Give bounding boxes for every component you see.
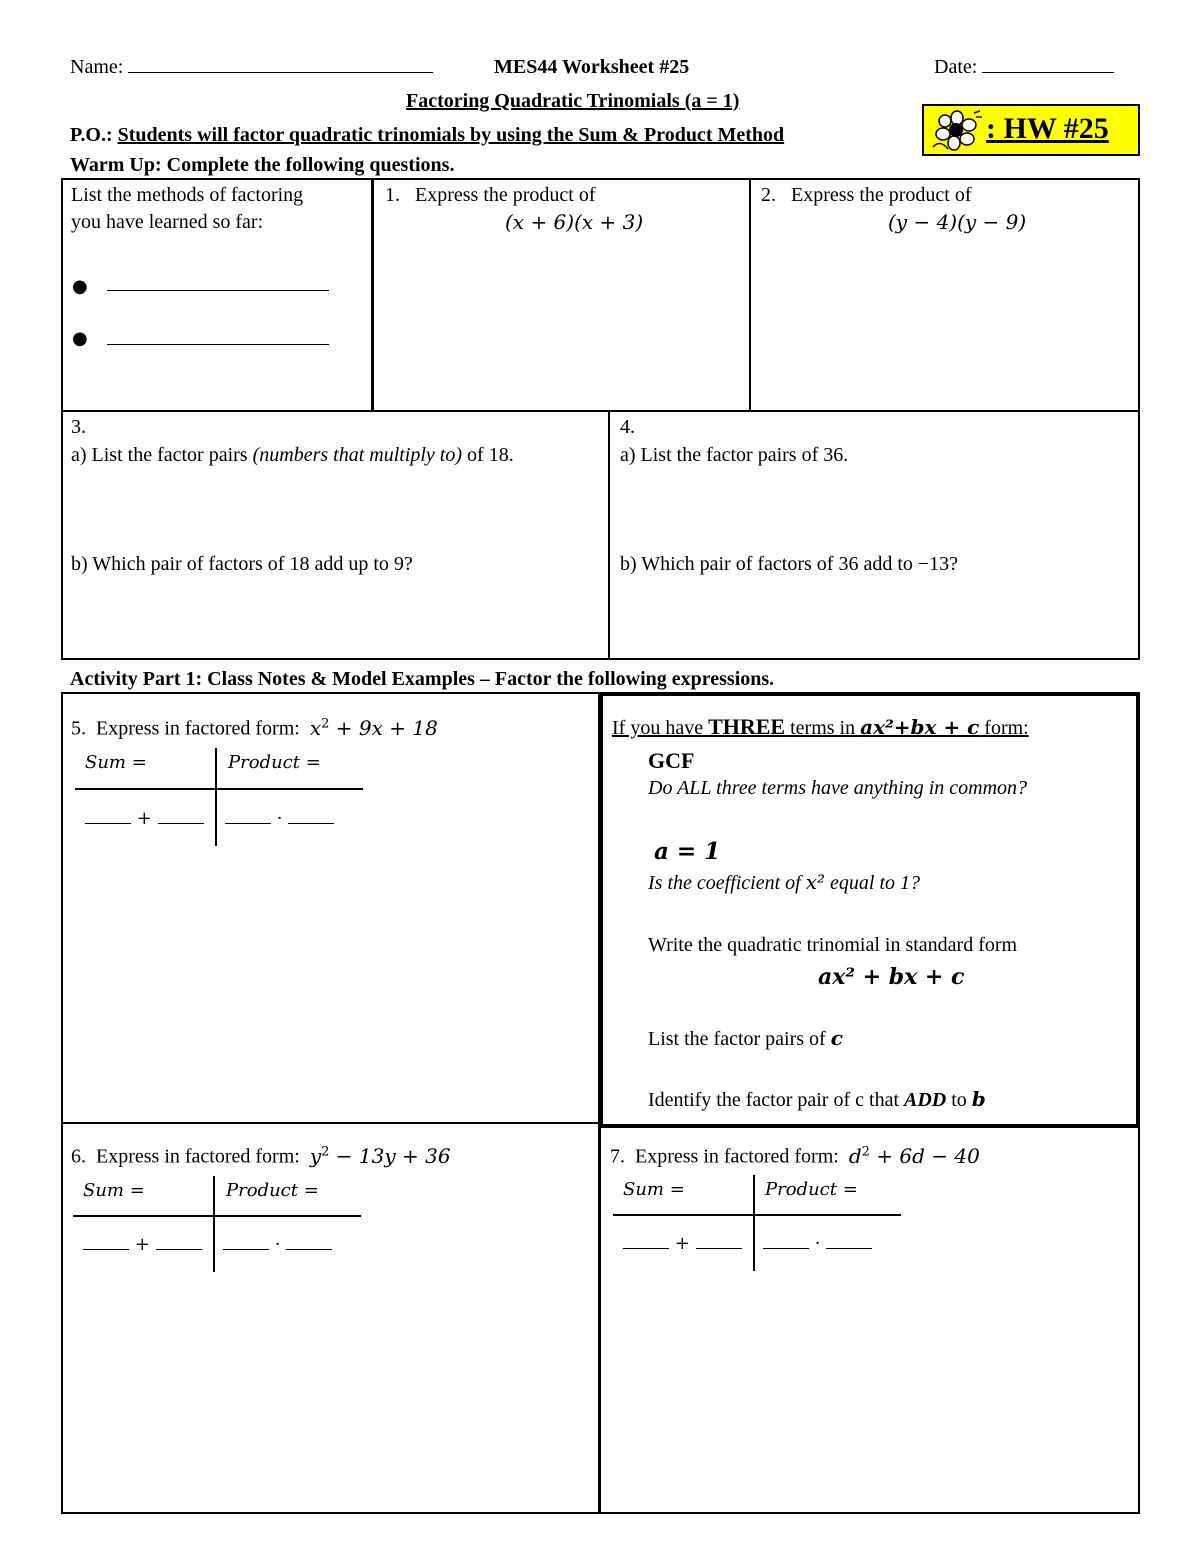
methods-prompt: List the methods of factoring [71,184,304,206]
gcf-question: Do ALL three terms have anything in common? [648,777,1028,799]
divider [608,410,610,660]
sum-label: Sum = [83,1180,145,1201]
date-label: Date: [934,56,1114,79]
warmup-heading: Warm Up: Complete the following questions. [70,154,455,176]
sum-product-table-6 [73,1176,363,1272]
question-2: 2. Express the product of [761,184,972,206]
question-3a: a) List the factor pairs (numbers that multiply to) of 18. [71,444,514,466]
name-label: Name: [70,56,433,79]
question-4-label: 4. [620,416,635,438]
bullet-icon: ● [72,328,88,349]
divider [371,178,374,412]
page-subtitle: Factoring Quadratic Trinomials (a = 1) [406,90,740,112]
q2-expression: (y − 4)(y − 9) [888,210,1027,234]
divider [73,1215,361,1217]
methods-prompt: you have learned so far: [71,211,264,233]
divider [753,1175,755,1271]
methods-cell [71,182,366,236]
a1-question: Is the coefficient of x² equal to 1? [648,870,921,894]
activity-heading: Activity Part 1: Class Notes & Model Examples – Factor the following expressions. [70,668,775,690]
method-answer-1[interactable] [107,290,329,291]
question-3b: b) Which pair of factors of 18 add up to 9? [71,553,413,575]
divider [213,1176,215,1272]
hw-number: : HW #25 [986,112,1109,145]
bullet-icon: ● [72,276,88,297]
product-blanks[interactable]: · [225,808,334,829]
warmup-table [61,178,1140,660]
question-5: 5. Express in factored form: $x^2 + 9x + 18$ [71,715,438,740]
divider [215,748,217,846]
product-label: Product = [765,1179,858,1200]
sum-blanks[interactable]: + [85,808,204,829]
question-6: 6. Express in factored form: $y^2 - 13y + 36$ [71,1143,451,1168]
gcf-title: GCF [648,748,695,773]
performance-objective: P.O.: Students will factor quadratic trinomials by using the Sum & Product Method [70,124,785,146]
question-7: 7. Express in factored form: $d^2 + 6d - 40$ [610,1143,980,1168]
divider [61,410,1140,412]
question-3-label: 3. [71,416,86,438]
divider [613,1214,901,1216]
product-label: Product = [226,1180,319,1201]
q1-expression: (x + 6)(x + 3) [505,210,644,234]
standard-form-text: Write the quadratic trinomial in standard form [648,934,1018,956]
divider [61,1122,601,1124]
date-blank[interactable] [982,71,1114,73]
a-equals-1-title: a = 1 [654,838,721,865]
homework-badge [922,104,1140,156]
sum-label: Sum = [623,1179,685,1200]
divider [749,178,751,412]
identify-step: Identify the factor pair of c that ADD to b [648,1087,986,1111]
factor-pairs-step: List the factor pairs of c [648,1026,843,1050]
product-label: Product = [228,752,321,773]
sum-blanks[interactable]: + [623,1233,742,1254]
worksheet-title: MES44 Worksheet #25 [494,56,690,78]
question-4a: a) List the factor pairs of 36. [620,444,849,466]
sum-product-table-5 [75,748,365,846]
name-blank[interactable] [128,71,433,73]
steps-intro: If you have THREE terms in ax²+bx + c form: [612,714,1029,739]
question-1: 1. Express the product of [385,184,596,206]
sum-product-table-7 [613,1175,903,1271]
flower-bee-icon [930,109,984,153]
sum-label: Sum = [85,752,147,773]
standard-form-expression: ax² + bx + c [818,964,965,990]
sum-blanks[interactable]: + [83,1234,202,1255]
question-4b: b) Which pair of factors of 36 add to −13? [620,553,959,575]
method-answer-2[interactable] [107,344,329,345]
divider [75,788,363,790]
product-blanks[interactable]: · [223,1234,332,1255]
product-blanks[interactable]: · [763,1233,872,1254]
